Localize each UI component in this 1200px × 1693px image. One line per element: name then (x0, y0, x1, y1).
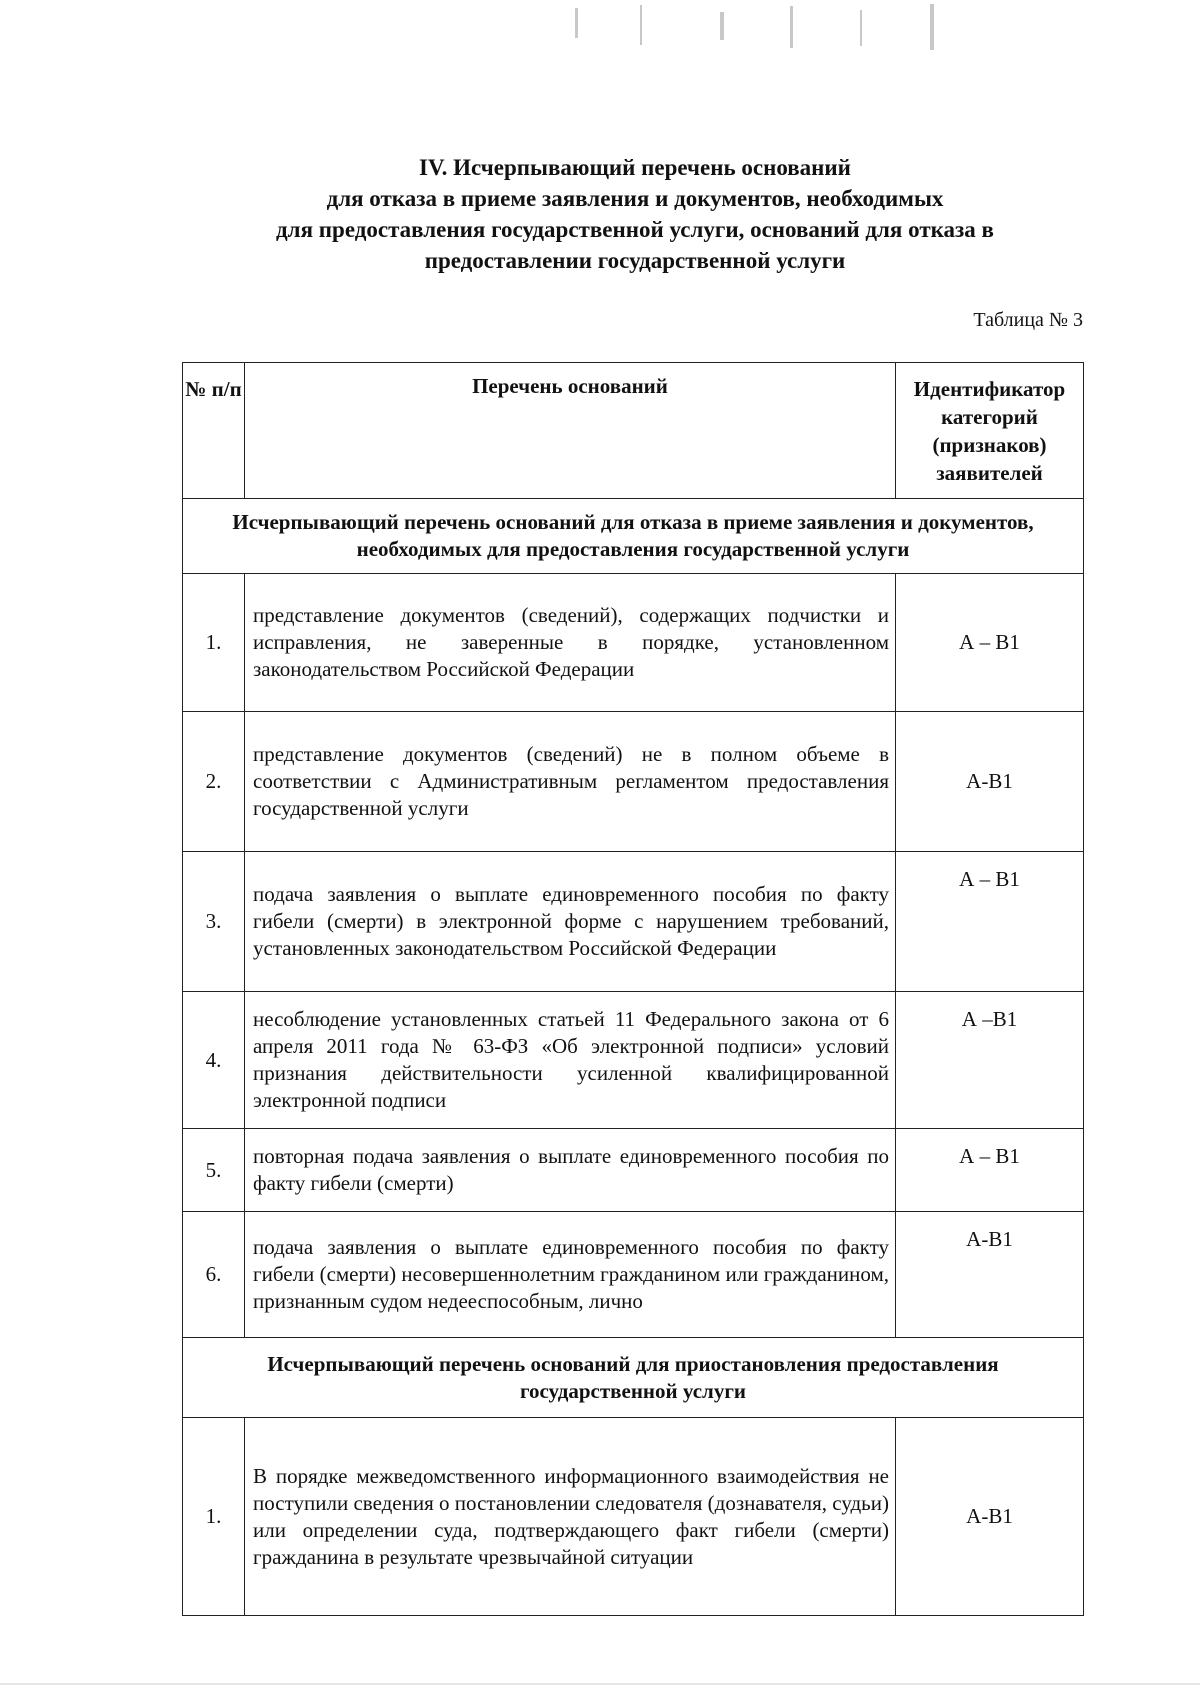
header-num: № п/п (183, 363, 245, 499)
row-text: представление документов (сведений), содержащих подчистки и исправления, не заверенные в порядке, установленном законодательством Российской Федерации (245, 574, 896, 712)
row-number: 1. (183, 1418, 245, 1616)
table-header-row (183, 363, 1084, 499)
table-row (183, 1418, 1084, 1616)
scan-artifact (860, 10, 862, 46)
row-number: 4. (183, 992, 245, 1129)
row-identifier: А –В1 (896, 992, 1084, 1129)
table-row (183, 1212, 1084, 1338)
grounds-table (182, 362, 1084, 1616)
row-identifier: А – В1 (896, 852, 1084, 992)
row-number: 2. (183, 712, 245, 852)
heading-line: предоставлении государственной услуги (424, 248, 846, 273)
table-caption: Таблица № 3 (973, 309, 1083, 331)
row-number: 5. (183, 1129, 245, 1212)
scan-artifact (575, 8, 578, 38)
row-number: 1. (183, 574, 245, 712)
table-row (183, 852, 1084, 992)
row-text: несоблюдение установленных статьей 11 Федерального закона от 6 апреля 2011 года № 63-ФЗ «Об электронной подписи» условий признания действительности усиленной квалифицированной электронной подписи (245, 992, 896, 1129)
scan-artifact (930, 4, 934, 50)
scan-artifact (790, 6, 793, 48)
row-text: подача заявления о выплате единовременного пособия по факту гибели (смерти) несовершеннолетним гражданином или гражданином, признанным судом недееспособным, лично (245, 1212, 896, 1338)
row-identifier: А-В1 (896, 712, 1084, 852)
section-title: Исчерпывающий перечень оснований для отказа в приеме заявления и документов, необходимых для предоставления государственной услуги (183, 499, 1084, 574)
row-number: 6. (183, 1212, 245, 1338)
scan-artifact (640, 5, 642, 45)
heading-line: для предоставления государственной услуги, оснований для отказа в (276, 217, 994, 242)
header-identifier: Идентификатор категорий (признаков) заявителей (896, 363, 1084, 499)
table-row (183, 992, 1084, 1129)
heading-line: IV. Исчерпывающий перечень оснований (419, 155, 851, 180)
table-row (183, 712, 1084, 852)
row-identifier: А – В1 (896, 574, 1084, 712)
row-identifier: А-В1 (896, 1212, 1084, 1338)
table-row (183, 574, 1084, 712)
row-identifier: А – В1 (896, 1129, 1084, 1212)
row-identifier: А-В1 (896, 1418, 1084, 1616)
section-title: Исчерпывающий перечень оснований для приостановления предоставления государственной услуги (183, 1338, 1084, 1418)
row-text: повторная подача заявления о выплате единовременного пособия по факту гибели (смерти) (245, 1129, 896, 1212)
header-list: Перечень оснований (245, 363, 896, 499)
row-text: представление документов (сведений) не в полном объеме в соответствии с Административным регламентом предоставления государственной услуги (245, 712, 896, 852)
row-text: подача заявления о выплате единовременного пособия по факту гибели (смерти) в электронной форме с нарушением требований, установленных законодательством Российской Федерации (245, 852, 896, 992)
section-title-row (183, 1338, 1084, 1418)
scan-artifact (720, 12, 724, 40)
row-text: В порядке межведомственного информационного взаимодействия не поступили сведения о постановлении следователя (дознавателя, судьи) или определении суда, подтверждающего факт гибели (смерти) гражданина в результате чрезвычайной ситуации (245, 1418, 896, 1616)
scan-artifact (0, 1683, 1200, 1685)
row-number: 3. (183, 852, 245, 992)
heading-line: для отказа в приеме заявления и документов, необходимых (326, 186, 944, 211)
table-row (183, 1129, 1084, 1212)
section-heading (185, 152, 1085, 276)
section-title-row (183, 499, 1084, 574)
